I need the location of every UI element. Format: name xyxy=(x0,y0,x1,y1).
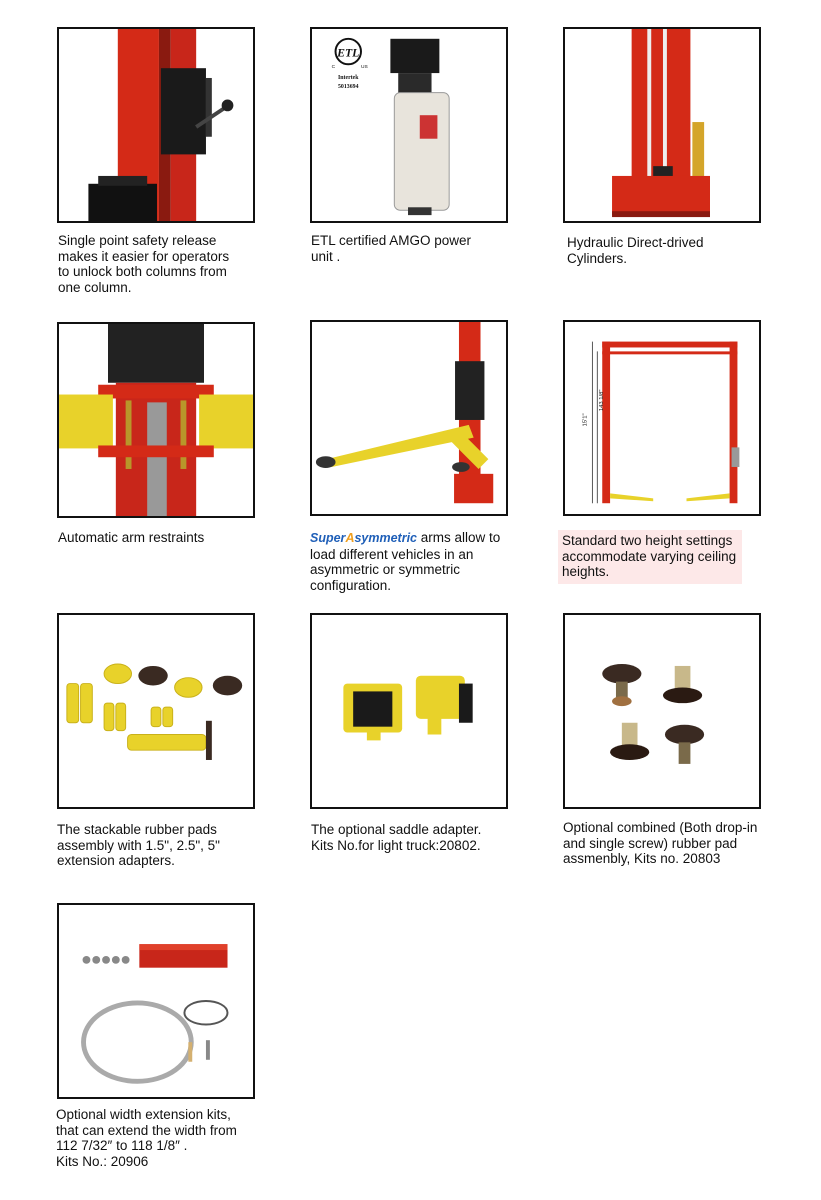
caption-arm-restraints: Automatic arm restraints xyxy=(58,530,205,545)
photo-arm-restraints xyxy=(57,322,255,518)
photo-height-settings xyxy=(563,320,761,516)
photo-combined-pads xyxy=(563,613,761,809)
caption-safety-release: Single point safety release makes it easier for operators to unlock both columns from one column. xyxy=(58,233,230,295)
photo-width-extension-kits xyxy=(57,903,255,1099)
caption-super-asymmetric-arms: SuperAsymmetric arms allow to load different vehicles in an asymmetric or symmetric configuration. xyxy=(310,530,501,593)
svg-text:US: US xyxy=(361,65,368,71)
caption-saddle-adapter: The optional saddle adapter. Kits No.for light truck:20802. xyxy=(311,822,482,853)
caption-width-extension-kits: Optional width extension kits, that can extend the width from 112 7/32″ to 118 1/8″ . Kits No.: 20906 xyxy=(56,1107,237,1169)
photo-saddle-adapter xyxy=(310,613,508,809)
outer-height-label: 15'1" xyxy=(582,413,589,427)
photo-power-unit xyxy=(310,27,508,223)
caption-power-unit: ETL certified AMGO power unit . xyxy=(311,233,472,264)
caption-rubber-pads: The stackable rubber pads assembly with 1.5", 2.5", 5" extension adapters. xyxy=(57,822,220,868)
caption-combined-pads: Optional combined (Both drop-in and single screw) rubber pad assmenbly, Kits no. 20803 xyxy=(563,820,758,866)
svg-text:5013694: 5013694 xyxy=(338,83,359,90)
super-asymmetric-logo: SuperAsymmetric xyxy=(310,531,418,545)
photo-hydraulic-cylinders xyxy=(563,27,761,223)
photo-safety-release xyxy=(57,27,255,223)
caption-height-settings: Standard two height settings accommodate varying ceiling heights. xyxy=(558,530,742,584)
svg-text:Intertek: Intertek xyxy=(338,74,359,81)
caption-hydraulic-cylinders: Hydraulic Direct-drived Cylinders. xyxy=(567,235,704,266)
photo-super-asymmetric-arms xyxy=(310,320,508,516)
inner-height-label: 143 1/8" xyxy=(599,389,606,412)
svg-text:C: C xyxy=(331,65,336,71)
photo-rubber-pads xyxy=(57,613,255,809)
etl-logo-text: ETL xyxy=(337,46,360,60)
